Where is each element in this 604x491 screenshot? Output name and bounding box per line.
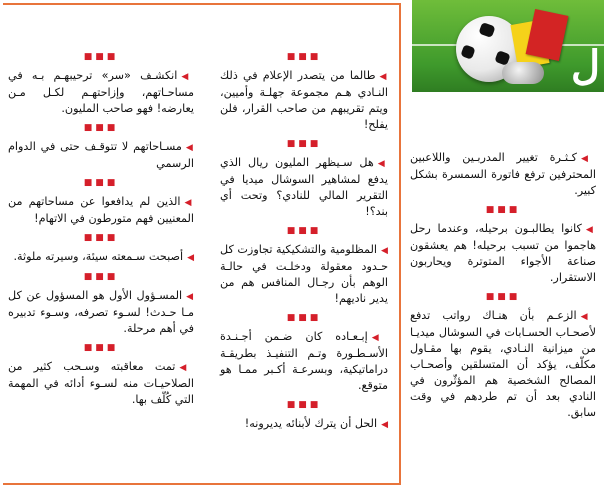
ball-patch: [478, 22, 495, 38]
arrow-bullet-icon: ◀: [179, 363, 194, 373]
paragraph: ◀طالما من يتصدر الإعلام في ذلك النـادي هـم مجموعة جهلـة وأميين، ويتم تقريبهم من صاحب القرار، فلن يفلح!: [220, 69, 388, 131]
paragraph: ◀المسـؤول الأول هو المسؤول عن كل مـا حـدث! لسـوء تصرفه، وسـوء تدبيره في أهم مرحلة.: [8, 289, 194, 335]
paragraph: ◀كـثـرة تغيير المدربـين واللاعبين المحترفين ترفع فاتورة السمسرة بشكل كبير.: [410, 151, 597, 197]
arrow-bullet-icon: ◀: [184, 198, 194, 208]
arrow-bullet-icon: ◀: [379, 72, 388, 82]
separator: ■■■: [485, 292, 521, 302]
arrow-bullet-icon: ◀: [371, 333, 389, 343]
paragraph: ◀أصبحت سـمعته سيئة، وسيرته ملوثة.: [13, 250, 194, 263]
separator: ■■■: [286, 226, 322, 236]
paragraph: ◀المظلومية والتشكيكية تجاوزت كل حـدود معقولة ودخلـت في حالـة الوهم بأن رجـال المنافس هم من يدير ناديهم!: [220, 243, 388, 305]
separator: ■■■: [485, 205, 521, 215]
red-card-icon: [526, 9, 569, 61]
arrow-bullet-icon: ◀: [185, 143, 195, 153]
column-left: [8, 52, 194, 410]
ball-patch: [460, 44, 475, 59]
sports-banner: [412, 0, 604, 92]
separator: ■■■: [83, 272, 119, 282]
paragraph: ◀الحل أن يترك لأبنائه يديرونه!: [244, 417, 388, 430]
arrow-bullet-icon: ◀: [377, 159, 389, 169]
column-right: [410, 150, 596, 423]
paragraph: ◀الذين لم يدافعوا عن مساحاتهم من المعنيين فهم متورطون في الاتهام!: [8, 195, 194, 225]
arrow-bullet-icon: ◀: [585, 225, 596, 235]
separator: ■■■: [286, 52, 322, 62]
separator: ■■■: [83, 178, 119, 188]
arrow-bullet-icon: ◀: [186, 292, 194, 302]
separator: ■■■: [83, 123, 119, 133]
arrow-bullet-icon: ◀: [187, 253, 194, 263]
whistle-icon: [502, 62, 544, 84]
paragraph: ◀انكشـف «سر» ترحيبهـم بـه في مساحـاتهم، وإزاحتهـم لكـل مـن يعارضه! فهو صاحب المليون.: [8, 69, 194, 115]
arrow-bullet-icon: ◀: [381, 420, 388, 430]
separator: ■■■: [83, 343, 119, 353]
paragraph: ◀إبـعـاده كان ضـمن أجـنـدة الأسـطـورة وتـم التنفيـذ بطريقـة دراماتيكية، وبسرعـة أكـبر ممـا هو متوقع.: [220, 330, 389, 392]
paragraph: ◀هل سـيظهر المليون ريال الذي يدفع لمشاهير السوشال ميديا في التقرير المالي للنادي؟ وتحت أي بند؟!: [220, 156, 389, 218]
paragraph: ◀تمت معاقبته وسـحب كثير من الصلاحيـات منه لسـوء أدائه في المهمة التي كُلّف بها.: [8, 360, 194, 406]
paragraph: ◀الزعـم بأن هنـاك رواتب تدفع لأصحـاب الحسـابات في السوشال ميديـا من ميزانية النـادي، يقوم بها مقـاول مكلّف، يؤكد أن المتسلقين وأصحـاب المصالح الشخصية هم المؤثّرون في النادي بعد أن تم طردهم في وقت سابق.: [410, 309, 596, 419]
paragraph: ◀مسـاحاتهم لا تتوقـف حتى في الدوام الرسمي: [8, 140, 195, 170]
arrow-bullet-icon: ◀: [580, 312, 596, 322]
column-middle: [220, 52, 388, 435]
arrow-bullet-icon: ◀: [580, 154, 597, 164]
arrow-bullet-icon: ◀: [181, 72, 194, 82]
separator: ■■■: [83, 52, 119, 62]
paragraph: ◀كانوا يطالبـون برحيله، وعندما رحل هاجموا من تسبب برحيله! هم يعشقون صناعة الأجواء المتوترة ويحاربون الاستقرار.: [410, 222, 596, 284]
separator: ■■■: [83, 233, 119, 243]
banner-title-letter: ل: [570, 42, 600, 89]
separator: ■■■: [286, 139, 322, 149]
separator: ■■■: [286, 313, 322, 323]
separator: ■■■: [286, 400, 322, 410]
arrow-bullet-icon: ◀: [381, 246, 388, 256]
